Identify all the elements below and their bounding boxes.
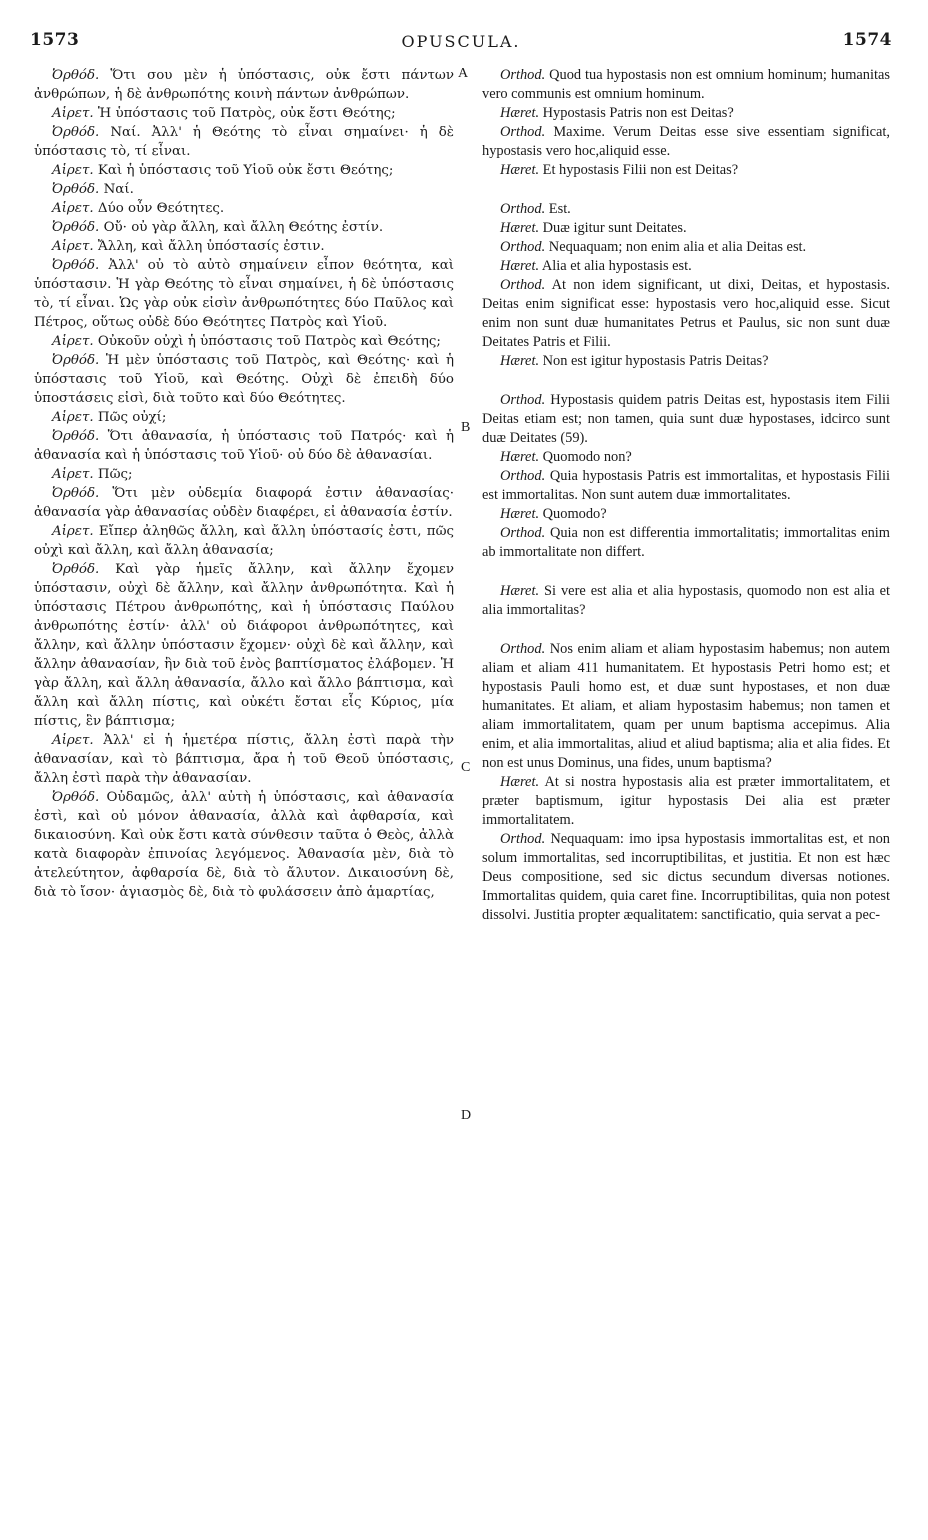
dialogue-text: Εἴπερ ἀληθῶς ἄλλη, καὶ ἄλλη ὑπόστασίς ἐστι, πῶς οὐχὶ καὶ ἄλλη, καὶ ἄλλη ἀθανασία; [34,524,454,558]
dialogue-text: Si vere est alia et alia hypostasis, quomodo non est alia et alia immortalitas? [482,583,890,618]
greek-paragraph [34,161,454,180]
latin-paragraph [482,352,890,371]
dialogue-text: Οὐδαμῶς, ἀλλ' αὐτὴ ἡ ὑπόστασις, καὶ ἀθανασία ἐστὶ, καὶ οὐ μόνον ἀθανασία, ἀλλὰ καὶ ἀφθαρσία, καὶ δικαιοσύνη. Καὶ οὐκ ἔστι κατὰ σύνθεσιν ταῦτα ὁ Θεὸς, ἀλλὰ κατὰ διαφορὰν ἐπινοίας λεγόμενος. Ἀθανασία μὲν, διὰ τὸ ἀτελεύτητον, ἀφθαρσία δὲ, διὰ τὸ ἄλυτον. Δικαιοσύνη δὲ, διὰ τὸ ἴσον· ἁγιασμὸς δὲ, διὰ τὸ φυλάσσειν ἀπὸ ἁμαρτίας, [34,790,454,900]
greek-paragraph [34,788,454,902]
speaker-label: Hæret. [500,258,540,274]
greek-column [34,66,454,902]
speaker-label: Orthod. [500,392,546,408]
greek-paragraph [34,351,454,408]
latin-paragraph [482,505,890,524]
dialogue-text: Quia non est differentia immortalitatis; immortalitas enim ab immortalitate non differt. [482,525,890,560]
dialogue-text: Καὶ ἡ ὑπόστασις τοῦ Υἱοῦ οὐκ ἔστι Θεότης; [97,163,394,178]
page-number-left: 1573 [30,30,80,50]
speaker-label: Orthod. [500,239,546,255]
latin-paragraph [482,467,890,505]
latin-paragraph [482,276,890,352]
speaker-label: Αἱρετ. [52,201,94,216]
margin-marker-d: D [461,1108,472,1123]
speaker-label: Orthod. [500,525,546,541]
latin-paragraph [482,66,890,104]
speaker-label: Ὀρθόδ. [52,486,100,501]
speaker-label: Αἱρετ. [52,524,94,539]
page-number-right: 1574 [842,30,892,50]
latin-paragraph [482,161,890,180]
dialogue-text: Οὐκοῦν οὐχὶ ἡ ὑπόστασις τοῦ Πατρὸς καὶ Θεότης; [97,334,441,349]
dialogue-text: Nequaquam: imo ipsa hypostasis immortalitas est, et non solum immortalitas, sed incorruptibilitas, et justitia. Et non est hæc Deus compositione, sed sic dictus secundum diversas notiones. Immortalitas quidem, quia caret fine. Incorruptibilitas, quia non potest dissolvi. Justitia propter æqualitatem: sanctificatio, quia servat a pec- [482,831,890,923]
latin-paragraph [482,773,890,830]
speaker-label: Ὀρθόδ. [52,353,100,368]
dialogue-text: Duæ igitur sunt Deitates. [542,220,687,236]
speaker-label: Orthod. [500,67,546,83]
greek-paragraph [34,256,454,332]
latin-paragraph [482,582,890,620]
speaker-label: Ὀρθόδ. [52,562,100,577]
speaker-label: Orthod. [500,277,546,293]
dialogue-text: Οὔ· οὐ γὰρ ἄλλη, καὶ ἄλλη Θεότης ἐστίν. [103,220,384,235]
latin-paragraph [482,238,890,257]
speaker-label: Ὀρθόδ. [52,182,100,197]
speaker-label: Ὀρθόδ. [52,68,100,83]
margin-marker-c: C [461,760,471,775]
dialogue-text: Quia hypostasis Patris est immortalitas, et hypostasis Filii est immortalitas. Non sunt autem duæ immortalitates. [482,468,890,503]
speaker-label: Αἱρετ. [52,163,94,178]
speaker-label: Hæret. [500,506,540,522]
speaker-label: Hæret. [500,449,540,465]
latin-paragraph [482,830,890,925]
greek-paragraph [34,180,454,199]
dialogue-text: Δύο οὖν Θεότητες. [97,201,225,216]
speaker-label: Hæret. [500,220,540,236]
greek-paragraph [34,560,454,731]
speaker-label: Ὀρθόδ. [52,258,100,273]
speaker-label: Hæret. [500,353,540,369]
latin-paragraph [482,448,890,467]
greek-paragraph [34,484,454,522]
dialogue-text: Et hypostasis Filii non est Deitas? [542,162,739,178]
dialogue-text: Ναί. Ἀλλ' ἡ Θεότης τὸ εἶναι σημαίνει· ἡ δὲ ὑπόστασις τὸ, τί εἶναι. [34,125,454,159]
greek-paragraph [34,123,454,161]
dialogue-text: Ἀλλ' εἰ ἡ ἡμετέρα πίστις, ἄλλη ἐστὶ παρὰ τὴν ἀθανασίαν, καὶ τὸ βάπτισμα, ἄρα ἡ τοῦ Θεοῦ ὑπόστασις, ἄλλη ἐστὶ παρὰ τὴν ἀθανασίαν. [34,733,454,786]
page-header [30,30,892,56]
dialogue-text: Ναί. [103,182,134,197]
greek-paragraph [34,66,454,104]
speaker-label: Αἱρετ. [52,410,94,425]
greek-paragraph [34,427,454,465]
margin-marker-a: A [458,66,469,81]
latin-paragraph [482,524,890,562]
dialogue-text: Ἀλλ' οὐ τὸ αὐτὸ σημαίνειν εἶπον θεότητα, καὶ ὑπόστασιν. Ἡ γὰρ Θεότης τὸ εἶναι σημαίνει, ἡ δὲ ὑπόστασις τὸ, τί εἶναι. Ὡς γὰρ οὐκ εἰσὶν ἀνθρωπότητες δύο Παῦλος καὶ Πέτρος, οὕτως οὐδὲ δύο Θεότητες Πατρὸς καὶ Υἱοῦ. [34,258,454,330]
speaker-label: Ὀρθόδ. [52,429,100,444]
speaker-label: Αἱρετ. [52,106,94,121]
speaker-label: Αἱρετ. [52,467,94,482]
latin-paragraph [482,257,890,276]
margin-marker-b: B [461,420,471,435]
dialogue-text: Est. [548,201,571,217]
speaker-label: Ὀρθόδ. [52,790,100,805]
dialogue-text: Πῶς οὐχί; [97,410,167,425]
dialogue-text: Καὶ γὰρ ἡμεῖς ἄλλην, καὶ ἄλλην ἔχομεν ὑπόστασιν, οὐχὶ δὲ ἄλλην, καὶ ἄλλην ἀνθρωπότητα. Καὶ ἡ ὑπόστασις Πέτρου ἀνθρωπότης, καὶ ἡ ὑπόστασις Παύλου ἀνθρωπότης ἐστίν· ἀλλ' οὐ διάφοροι ἀνθρωπότητες, καὶ ἄλλην, καὶ ἄλλην ὑπόστασιν ἔχομεν· οὐχὶ δὲ καὶ ἄλλην, καὶ ἄλλην ἀθανασίαν, ἣν διὰ τοῦ ἑνὸς βαπτίσματος ἐλάβομεν. Ἡ γὰρ ἄλλη, καὶ ἄλλη ἀθανασία, ἄλλο καὶ ἄλλο βάπτισμα, καὶ ἄλλη καὶ ἄλλη πίστις, καὶ οὐκέτι ἔσται εἷς Κύριος, μία πίστις, ἓν βάπτισμα; [34,562,454,729]
dialogue-text: Ὅτι σου μὲν ἡ ὑπόστασις, οὐκ ἔστι πάντων ἀνθρώπων, ἡ δὲ ἀνθρωπότης κοινὴ πάντων ἀνθρώπων. [34,68,454,102]
dialogue-text: Maxime. Verum Deitas esse sive essentiam significat, hypostasis vero hoc,aliquid esse. [482,124,890,159]
speaker-label: Orthod. [500,468,546,484]
speaker-label: Ὀρθόδ. [52,125,100,140]
greek-paragraph [34,522,454,560]
greek-paragraph [34,104,454,123]
dialogue-text: Quod tua hypostasis non est omnium hominum; humanitas vero communis est omnium hominum. [482,67,890,102]
dialogue-text: Ἡ ὑπόστασις τοῦ Πατρὸς, οὐκ ἔστι Θεότης; [97,106,396,121]
dialogue-text: Ὅτι ἀθανασία, ἡ ὑπόστασις τοῦ Πατρός· καὶ ἡ ἀθανασία καὶ ἡ ὑπόστασις τοῦ Υἱοῦ· οὐ δύο δὲ ἀθανασίαι. [34,429,454,463]
dialogue-text: Alia et alia hypostasis est. [541,258,692,274]
greek-paragraph [34,731,454,788]
speaker-label: Hæret. [500,774,540,790]
latin-column [482,66,890,925]
dialogue-text: At si nostra hypostasis alia est præter immortalitatem, et præter baptismum, igitur hypostasis Dei alia est præter immortalitatem. [482,774,890,828]
speaker-label: Orthod. [500,831,546,847]
speaker-label: Αἱρετ. [52,239,94,254]
dialogue-text: Nequaquam; non enim alia et alia Deitas est. [548,239,807,255]
greek-paragraph [34,199,454,218]
dialogue-text: Πῶς; [97,467,133,482]
speaker-label: Hæret. [500,583,540,599]
speaker-label: Orthod. [500,641,546,657]
dialogue-text: Hypostasis Patris non est Deitas? [542,105,734,121]
latin-paragraph [482,391,890,448]
latin-paragraph [482,123,890,161]
dialogue-text: Ὅτι μὲν οὐδεμία διαφορά ἐστιν ἀθανασίας· ἀθανασία γὰρ ἀθανασίας οὐδὲν διαφέρει, εἰ ἀθανασία ἐστίν. [34,486,454,520]
latin-paragraph [482,219,890,238]
speaker-label: Αἱρετ. [52,334,94,349]
running-title: OPUSCULA. [401,32,521,51]
greek-paragraph [34,408,454,427]
speaker-label: Αἱρετ. [52,733,94,748]
greek-paragraph [34,332,454,351]
dialogue-text: Quomodo non? [542,449,632,465]
dialogue-text: Ἄλλη, καὶ ἄλλη ὑπόστασίς ἐστιν. [97,239,325,254]
speaker-label: Hæret. [500,105,540,121]
speaker-label: Hæret. [500,162,540,178]
dialogue-text: Nos enim aliam et aliam hypostasim habemus; non autem aliam et aliam 411 humanitatem. Et hypostasis Petri homo est; et hypostasis Pauli homo est, et duæ sunt hypostases, et non duæ humanitates. Et aliam, et aliam hypostasim habemus; non tamen et aliam immortalitatem, quam per unum baptisma accepimus. Alia enim, et alia immortalitas, aliud et aliud baptisma; alia et alia fides. Et non est unus Dominus, una fides, unum baptisma? [482,641,890,771]
latin-paragraph [482,640,890,773]
dialogue-text: Ἡ μὲν ὑπόστασις τοῦ Πατρὸς, καὶ Θεότης· καὶ ἡ ὑπόστασις τοῦ Υἱοῦ, καὶ Θεότης. Οὐχὶ δὲ ἐπειδὴ δύο ὑποστάσεις εἰσὶ, διὰ τοῦτο καὶ δύο Θεότητες. [34,353,454,406]
dialogue-text: Non est igitur hypostasis Patris Deitas? [542,353,769,369]
dialogue-text: Hypostasis quidem patris Deitas est, hypostasis item Filii Deitas etiam est; non tamen, quia sunt duæ hypostases, idcirco sunt duæ Deitates (59). [482,392,890,446]
dialogue-text: Quomodo? [542,506,607,522]
speaker-label: Orthod. [500,124,546,140]
greek-paragraph [34,218,454,237]
speaker-label: Orthod. [500,201,546,217]
latin-paragraph [482,104,890,123]
speaker-label: Ὀρθόδ. [52,220,100,235]
latin-paragraph [482,200,890,219]
greek-paragraph [34,237,454,256]
greek-paragraph [34,465,454,484]
dialogue-text: At non idem significant, ut dixi, Deitas, et hypostasis. Deitas enim significat esse: hypostasis vero hoc,aliquid esse. Sicut enim non sunt duæ humanitates Petrus et Paulus, sic non sunt duæ Deitates Patris et Filii. [482,277,890,350]
